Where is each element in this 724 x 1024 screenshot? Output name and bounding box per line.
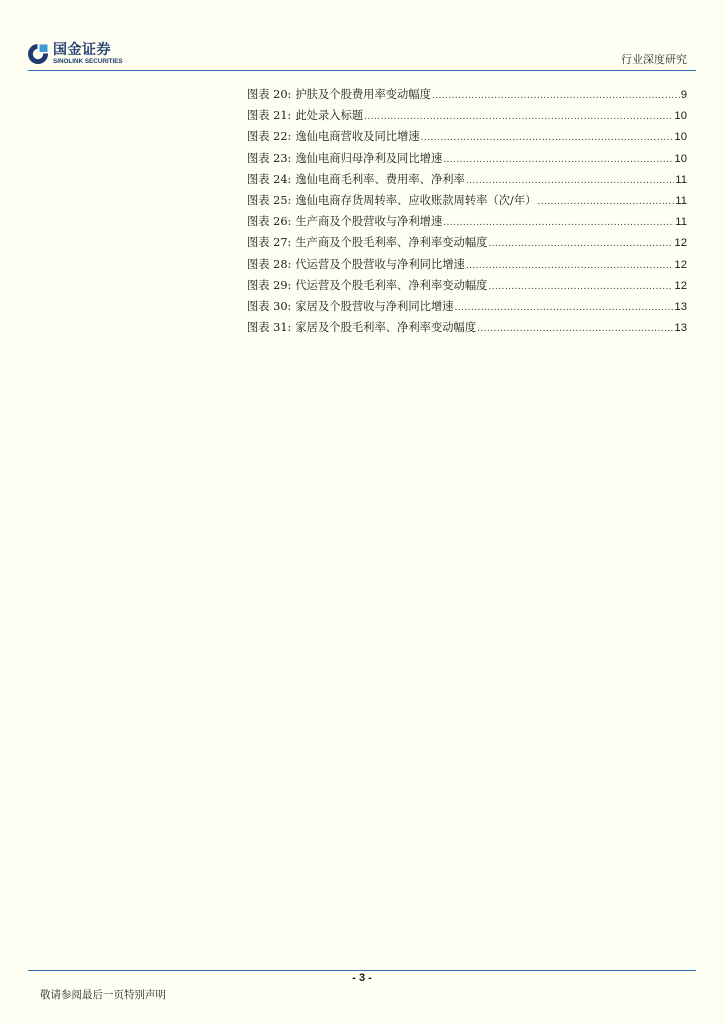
- toc-entry-label: 图表 22:: [247, 130, 292, 144]
- toc-entry-title: 代运营及个股毛利率、净利率变动幅度: [295, 278, 488, 292]
- toc-entry-page: 12: [674, 258, 687, 271]
- toc-entry-title: 逸仙电商归母净利及同比增速: [295, 151, 443, 165]
- toc-entry-title: 逸仙电商毛利率、费用率、净利率: [295, 172, 465, 186]
- toc-entry-page: 13: [674, 322, 687, 335]
- toc-entry-page: 12: [674, 279, 687, 292]
- toc-entry-page: 10: [674, 131, 687, 144]
- toc-entry-label: 图表 23:: [247, 151, 292, 165]
- toc-entry-page: 10: [674, 152, 687, 165]
- toc-entry-label: 图表 24:: [247, 172, 292, 186]
- toc-entry-page: 11: [675, 194, 687, 207]
- toc-entry-page: 11: [675, 216, 687, 229]
- toc-entry-label: 图表 20:: [247, 88, 292, 101]
- toc-entry-title: 护肤及个股费用率变动幅度: [295, 88, 431, 101]
- toc-entry[interactable]: [247, 171, 687, 192]
- toc-entry-title: 生产商及个股营收与净利增速: [295, 215, 443, 229]
- toc-entry[interactable]: [247, 128, 687, 149]
- brand-logo: [27, 41, 131, 67]
- toc-entry-title: 代运营及个股营收与净利同比增速: [295, 257, 465, 271]
- toc-entry-title: 逸仙电商营收及同比增速: [295, 130, 420, 144]
- toc-dot-leader: [537, 196, 674, 207]
- sinolink-logo-icon: [27, 43, 49, 65]
- footer-divider: [28, 970, 696, 971]
- brand-name-en: SINOLINK SECURITIES: [53, 57, 123, 65]
- toc-entry-page: 9: [680, 89, 687, 101]
- toc-entry-title: 生产商及个股毛利率、净利率变动幅度: [295, 236, 488, 250]
- toc-dot-leader: [455, 302, 674, 313]
- toc-entry-page: 11: [675, 173, 687, 186]
- page-header: [0, 0, 724, 72]
- toc-dot-leader: [421, 132, 674, 143]
- toc-entry[interactable]: [247, 86, 687, 107]
- page-number: - 3 -: [352, 972, 372, 984]
- toc-entry[interactable]: [247, 256, 687, 277]
- toc-dot-leader: [477, 323, 673, 334]
- toc-entry[interactable]: [247, 277, 687, 298]
- toc-dot-leader: [466, 175, 674, 186]
- toc-entry-title: 逸仙电商存货周转率、应收账款周转率（次/年）: [295, 193, 537, 207]
- toc-entry[interactable]: [247, 192, 687, 213]
- toc-entry-label: 图表 26:: [247, 215, 292, 229]
- brand-name-cn: 国金证券: [53, 41, 111, 58]
- toc-entry[interactable]: [247, 298, 687, 319]
- toc-dot-leader: [443, 217, 674, 228]
- toc-entry[interactable]: [247, 213, 687, 234]
- brand-wordmark: [53, 43, 123, 65]
- toc-entry-page: 13: [674, 300, 687, 313]
- toc-dot-leader: [488, 238, 673, 249]
- toc-dot-leader: [443, 154, 673, 165]
- toc-entry-label: 图表 21:: [247, 109, 292, 123]
- figure-index-list: [247, 86, 687, 340]
- toc-entry-title: 此处录入标题: [295, 109, 364, 123]
- toc-dot-leader: [466, 260, 674, 271]
- toc-entry-label: 图表 25:: [247, 193, 292, 207]
- toc-entry-label: 图表 31:: [247, 321, 292, 335]
- toc-entry-label: 图表 29:: [247, 278, 292, 292]
- toc-entry-title: 家居及个股毛利率、净利率变动幅度: [295, 321, 477, 335]
- toc-dot-leader: [488, 281, 673, 292]
- toc-entry-label: 图表 30:: [247, 299, 292, 313]
- toc-dot-leader: [364, 111, 673, 122]
- toc-entry[interactable]: [247, 234, 687, 255]
- toc-dot-leader: [432, 90, 680, 101]
- toc-entry[interactable]: [247, 150, 687, 171]
- header-divider: [28, 70, 696, 71]
- toc-entry-page: 12: [674, 237, 687, 250]
- toc-entry-page: 10: [674, 110, 687, 123]
- disclaimer-note: 敬请参阅最后一页特别声明: [40, 989, 166, 1001]
- report-type: 行业深度研究: [621, 53, 687, 66]
- toc-entry[interactable]: [247, 107, 687, 128]
- toc-entry-title: 家居及个股营收与净利同比增速: [295, 299, 454, 313]
- toc-entry[interactable]: [247, 319, 687, 340]
- toc-entry-label: 图表 28:: [247, 257, 292, 271]
- toc-entry-label: 图表 27:: [247, 236, 292, 250]
